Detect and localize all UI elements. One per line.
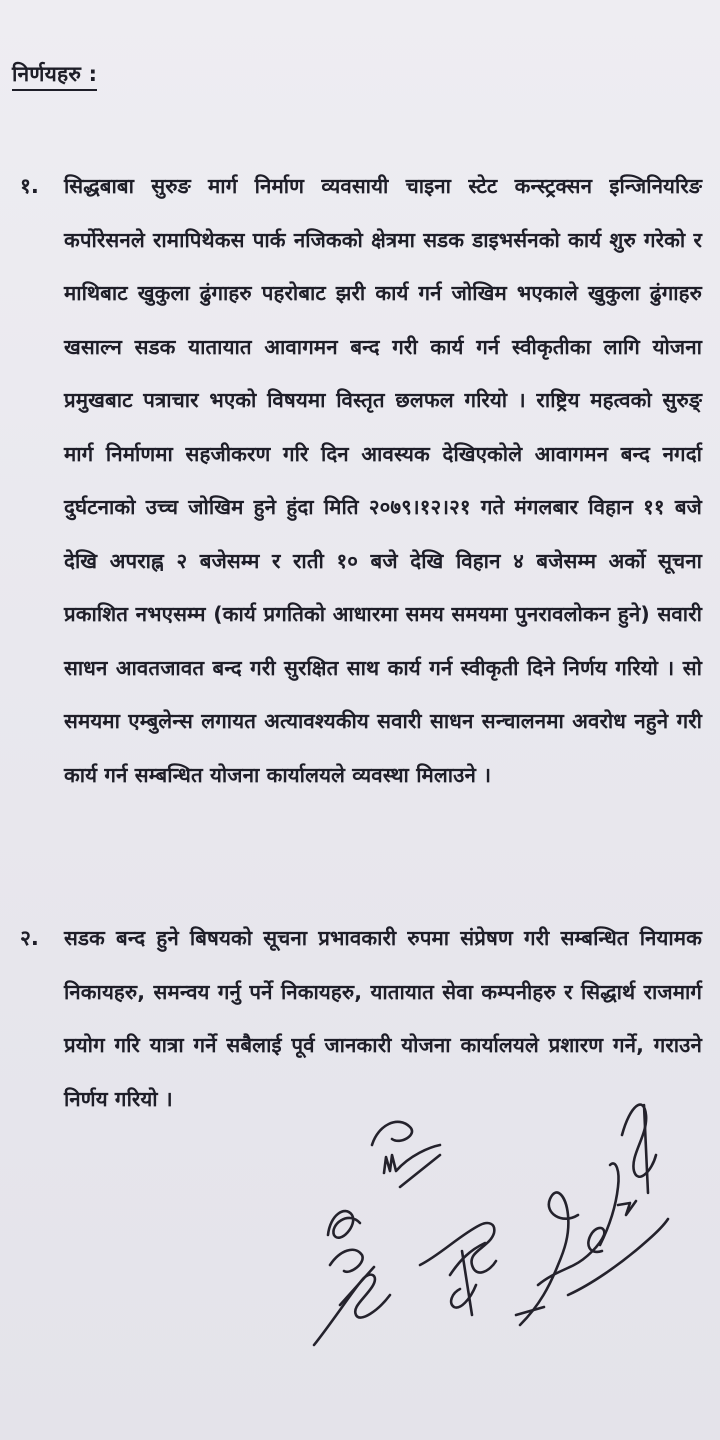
decisions-heading: निर्णयहरु : bbox=[12, 62, 97, 91]
decision-number: १. bbox=[20, 174, 39, 198]
decision-text: सडक बन्द हुने बिषयको सूचना प्रभावकारी रुपमा संप्रेषण गरी सम्बन्धित नियामक निकायहरु, समन्वय गर्नु पर्ने निकायहरु, यातायात सेवा कम्पनीहरु र सिद्धार्थ राजमार्ग प्रयोग गरि यात्रा गर्ने सबैलाई पूर्व जानकारी योजना कार्यालयले प्रशारण गर्ने, गराउने निर्णय गरियो । bbox=[64, 926, 702, 1111]
decision-number: २. bbox=[20, 926, 39, 950]
signature-5 bbox=[622, 1105, 656, 1193]
signature-2 bbox=[314, 1211, 390, 1345]
signature-1 bbox=[372, 1122, 440, 1187]
signatures-block bbox=[300, 1075, 700, 1375]
signatures-drawing bbox=[300, 1075, 700, 1375]
signature-3 bbox=[420, 1223, 496, 1315]
decision-text: सिद्धबाबा सुरुङ मार्ग निर्माण व्यवसायी चाइना स्टेट कन्स्ट्रक्सन इन्जिनियरिङ कर्पोरेसनले रामापिथेकस पार्क नजिकको क्षेत्रमा सडक डाइभर्सनको कार्य शुरु गरेको र माथिबाट खुकुला ढुंगाहरु पहरोबाट झरी कार्य गर्न जोखिम भएकाले खुकुला ढुंगाहरु खसाल्न सडक यातायात आवागमन बन्द गरी कार्य गर्न स्वीकृतीका लागि योजना प्रमुखबाट पत्राचार भएको विषयमा विस्तृत छलफल गरियो । राष्ट्रिय महत्वको सुरुङ् मार्ग निर्माणमा सहजीकरण गरि दिन आवस्यक देखिएकोले आवागमन बन्द नगर्दा दुर्घटनाको उच्च जोखिम हुने हुंदा मिति २०७९।१२।२१ गते मंगलबार विहान ११ बजे देखि अपराह्न २ बजेसम्म र राती १० बजे देखि विहान ४ बजेसम्म अर्को सूचना प्रकाशित नभएसम्म (कार्य प्रगतिको आधारमा समय समयमा पुनरावलोकन हुने) सवारी साधन आवतजावत बन्द गरी सुरक्षित साथ कार्य गर्न स्वीकृती दिने निर्णय गरियो । सो समयमा एम्बुलेन्स लगायत अत्यावश्यकीय सवारी साधन सन्चालनमा अवरोध नहुने गरी कार्य गर्न सम्बन्धित योजना कार्यालयले व्यवस्था मिलाउने । bbox=[64, 174, 702, 787]
signature-4 bbox=[516, 1163, 668, 1325]
